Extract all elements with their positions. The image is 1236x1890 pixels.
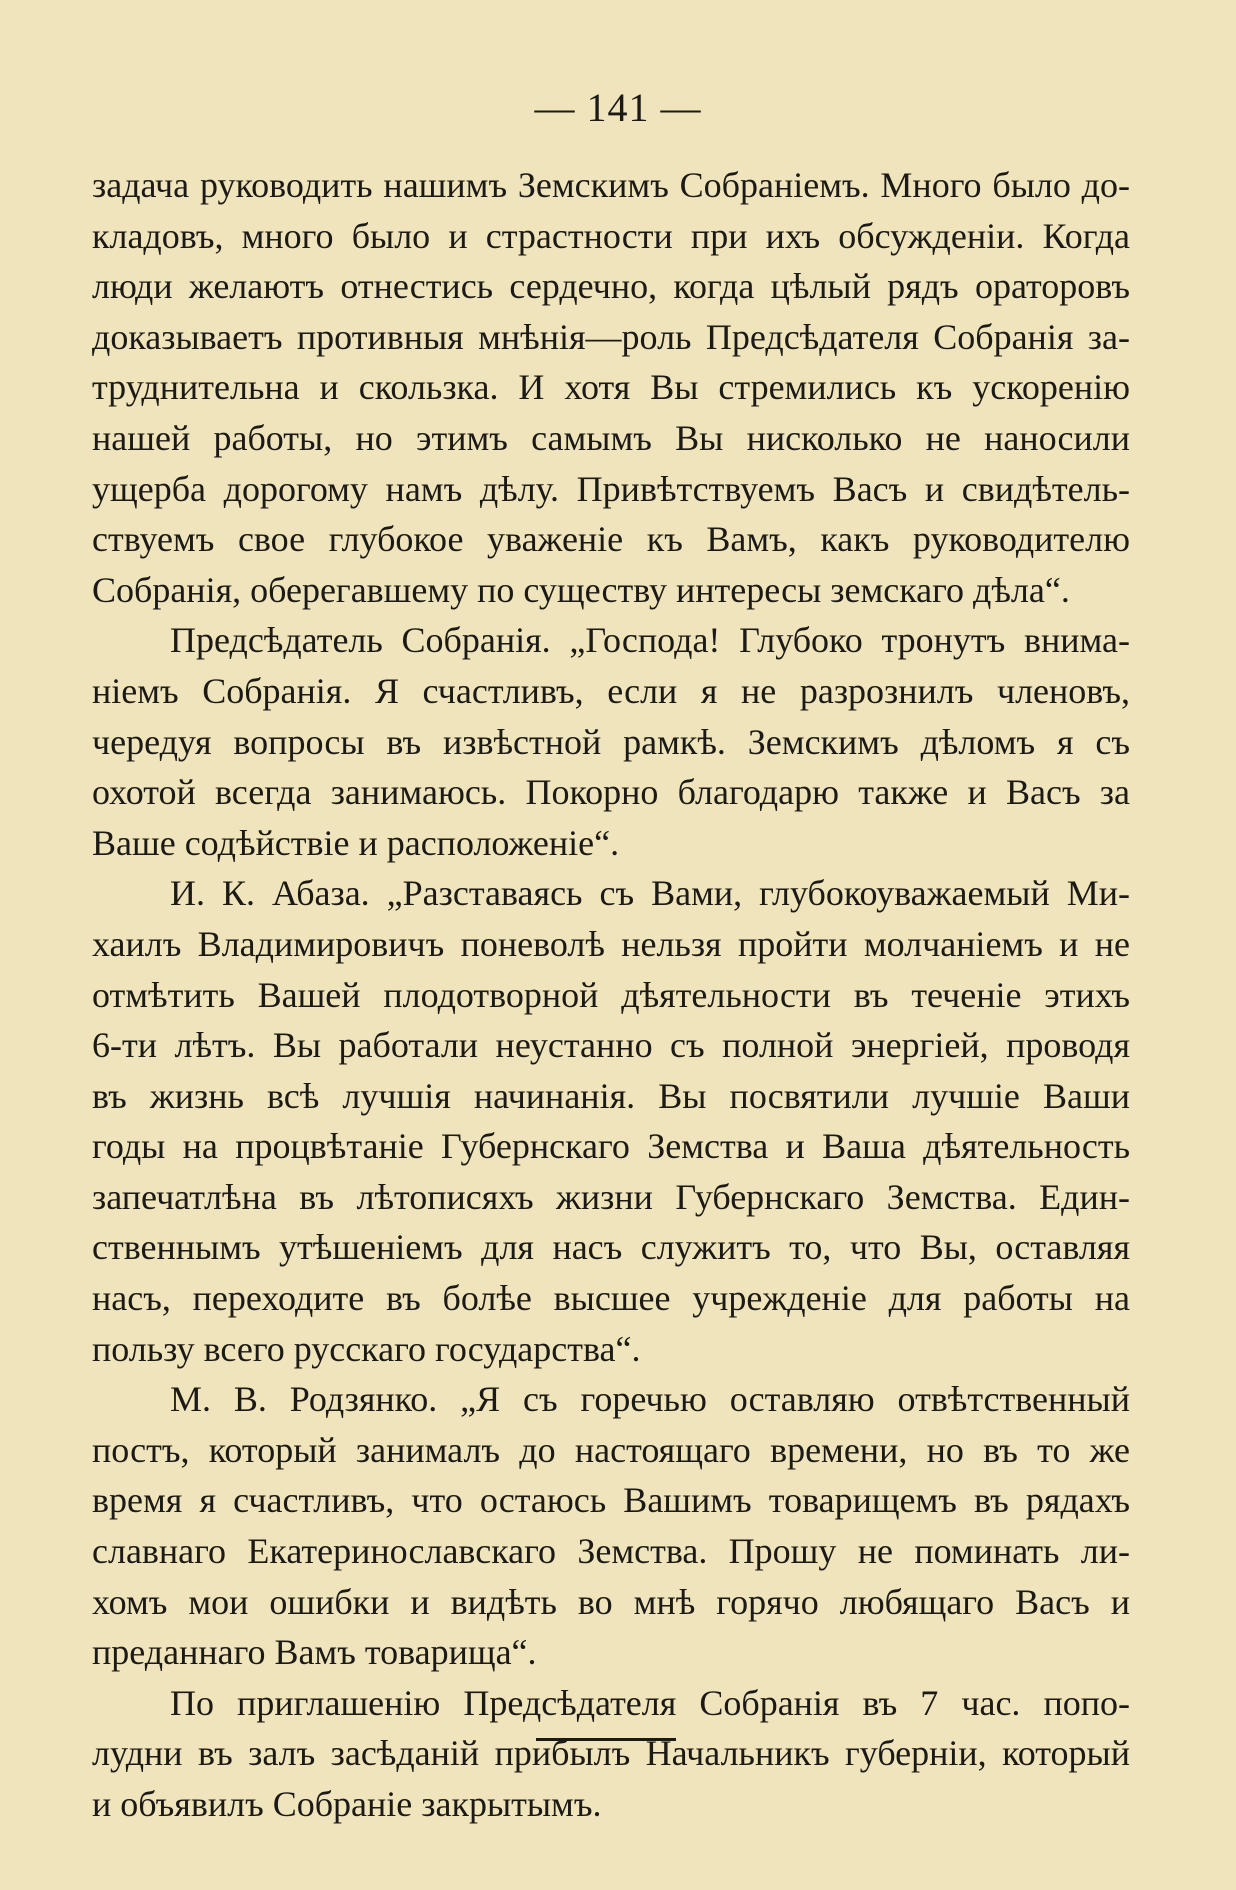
text-line: ущерба дорогому намъ дѣлу. Привѣтствуемъ Васъ и свидѣтель- [92,468,1130,509]
text-line: преданнаго Вамъ товарища“. [92,1632,537,1673]
text-line: годы на процвѣтаніе Губернскаго Земства и Ваша дѣятельность [92,1126,1130,1167]
text-line: 6-ти лѣтъ. Вы работали неустанно съ полной энергіей, проводя [92,1025,1130,1066]
text-line: труднительна и скользка. И хотя Вы стремились къ ускоренію [92,367,1130,408]
body-text [92,160,1130,1830]
text-line: ніемъ Собранія. Я счастливъ, если я не разрознилъ членовъ, [92,670,1130,711]
text-line: славнаго Екатеринославскаго Земства. Прошу не поминать ли- [92,1531,1130,1572]
end-rule [536,1738,676,1741]
text-line: Ваше содѣйствіе и расположеніе“. [92,822,620,863]
text-line: хаилъ Владимировичъ поневолѣ нельзя пройти молчаніемъ и не [92,923,1130,964]
text-line: время я счастливъ, что остаюсь Вашимъ товарищемъ въ рядахъ [92,1480,1130,1521]
text-line: кладовъ, много было и страстности при ихъ обсужденіи. Когда [92,215,1130,256]
text-line: лудни въ залъ засѣданій прибылъ Начальникъ губерніи, который [92,1733,1130,1774]
text-line: хомъ мои ошибки и видѣть во мнѣ горячо любящаго Васъ и [92,1581,1130,1622]
text-line: насъ, переходите въ болѣе высшее учрежденіе для работы на [92,1278,1130,1319]
text-line: По приглашенію Предсѣдателя Собранія въ 7 час. попо- [170,1682,1130,1723]
text-line: И. К. Абаза. „Разставаясь съ Вами, глубокоуважаемый Ми- [170,873,1130,914]
text-line: ствуемъ свое глубокое уваженіе къ Вамъ, какъ руководителю [92,519,1130,560]
text-line: и объявилъ Собраніе закрытымъ. [92,1784,602,1824]
text-line: отмѣтить Вашей плодотворной дѣятельности въ теченіе этихъ [92,974,1130,1015]
text-line: чередуя вопросы въ извѣстной рамкѣ. Земскимъ дѣломъ я съ [92,721,1130,762]
page-number: — 141 — [534,85,702,130]
text-line: пользу всего русскаго государства“. [92,1328,641,1369]
text-line: доказываетъ противныя мнѣнія—роль Предсѣдателя Собранія за- [92,316,1130,357]
text-line: задача руководить нашимъ Земскимъ Собраніемъ. Много было до- [92,165,1130,205]
text-line: ственнымъ утѣшеніемъ для насъ служитъ то, что Вы, оставляя [92,1227,1130,1268]
text-line: охотой всегда занимаюсь. Покорно благодарю также и Васъ за [92,772,1130,813]
text-line: нашей работы, но этимъ самымъ Вы нисколько не наносили [92,417,1130,458]
text-line: Предсѣдатель Собранія. „Господа! Глубоко тронутъ внима- [170,620,1130,661]
text-line: М. В. Родзянко. „Я съ горечью оставляю отвѣтственный [170,1379,1130,1420]
text-line: въ жизнь всѣ лучшія начинанія. Вы посвятили лучшіе Ваши [92,1075,1130,1116]
text-line: постъ, который занималъ до настоящаго времени, но въ то же [92,1429,1130,1470]
text-line: запечатлѣна въ лѣтописяхъ жизни Губернскаго Земства. Един- [92,1176,1130,1217]
text-line: Собранія, оберегавшему по существу интересы земскаго дѣла“. [92,569,1070,610]
text-line: люди желаютъ отнестись сердечно, когда цѣлый рядъ ораторовъ [92,266,1130,307]
